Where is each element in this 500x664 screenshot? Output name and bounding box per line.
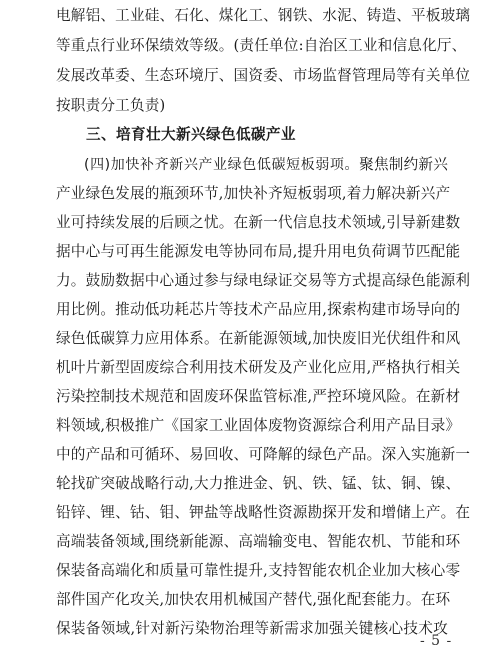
paragraph-line: 产业绿色发展的瓶颈环节,加快补齐短板弱项,着力解决新兴产 [56, 185, 451, 202]
paragraph-line: 高端装备领域,围绕新能源、高端输变电、智能农机、节能和环 [56, 533, 461, 550]
paragraph-text: 聚焦制约新兴 [359, 156, 448, 173]
section-heading: 三、培育壮大新兴绿色低碳产业 [86, 126, 296, 143]
page-number: - 5 - [420, 633, 453, 649]
paragraph-line: 按职责分工负责) [56, 97, 166, 114]
paragraph-line: 部件国产化攻关,加快农用机械国产替代,强化配套能力。在环 [56, 591, 451, 608]
paragraph-line: 电解铝、工业硅、石化、煤化工、钢铁、水泥、铸造、平板玻璃 [56, 7, 471, 24]
paragraph-line: 业可持续发展的后顾之忧。在新一代信息技术领域,引导新建数 [56, 214, 461, 231]
paragraph-line: 保装备高端化和质量可靠性提升,支持智能农机企业加大核心零 [56, 562, 461, 579]
paragraph-line: 绿色低碳算力应用体系。在新能源领域,加快废旧光伏组件和风 [56, 330, 461, 347]
paragraph-line: 据中心与可再生能源发电等协同布局,提升用电负荷调节匹配能 [56, 243, 461, 260]
paragraph-line: 等重点行业环保绩效等级。(责任单位:自治区工业和信息化厅、 [56, 37, 467, 54]
paragraph-line [56, 155, 448, 175]
paragraph-line: 铅锌、锂、钴、钼、钾盐等战略性资源勘探开发和增储上产。在 [56, 504, 471, 521]
paragraph-line: 发展改革委、生态环境厅、国资委、市场监督管理局等有关单位 [56, 67, 471, 84]
paragraph-line: 用比例。推动低功耗芯片等技术产品应用,探索构建市场导向的 [56, 301, 461, 318]
paragraph-line: 轮找矿突破战略行动,大力推进金、钒、铁、锰、钛、铜、镍、 [56, 475, 461, 492]
paragraph-line: 污染控制技术规范和固废环保监管标准,严控环境风险。在新材 [56, 388, 461, 405]
paragraph-line: 机叶片新型固废综合利用技术研发及产业化应用,严格执行相关 [56, 359, 461, 376]
paragraph-line: 力。鼓励数据中心通过参与绿电绿证交易等方式提高绿色能源利 [56, 272, 471, 289]
paragraph-line: 料领域,积极推广《国家工业固体废物资源综合利用产品目录》 [56, 417, 461, 434]
paragraph-line: 中的产品和可循环、易回收、可降解的绿色产品。深入实施新一 [56, 446, 471, 463]
subsection-heading: (四)加快补齐新兴产业绿色低碳短板弱项。 [84, 157, 360, 173]
paragraph-line: 保装备领域,针对新污染物治理等新需求加强关键核心技术攻 [56, 620, 448, 637]
